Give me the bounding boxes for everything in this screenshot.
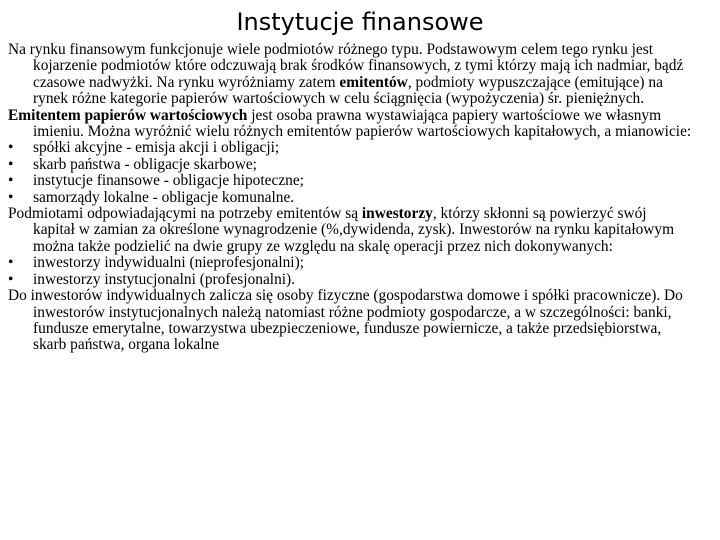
slide-content: [8, 42, 692, 354]
list-item-text: skarb państwa - obligacje skarbowe;: [33, 155, 257, 173]
text-segment: , którzy skłonni są powierzyć swój kapitał w zamian za określone wynagrodzenie (%,dywidenda, zysk). Inwestorów na rynku kapitałowym można także podzielić na dwie grupy ze względu na skalę operacji przez nich dokonywanych:: [33, 205, 675, 255]
text-segment: Do inwestorów indywidualnych zalicza się osoby fizyczne (gospodarstwa domowe i spółki pracownicze). Do inwestorów instytucjonalnych należą natomiast różne podmioty gospodarcze, a w szczególności: banki, fundusze emerytalne, towarzystwa ubezpieczeniowe, fundusze powiernicze, a także przedsiębiorstwa, skarb państwa, organa lokalne: [8, 287, 683, 354]
bold-term-emitenci: emitentów: [339, 73, 408, 91]
bullet-icon: •: [8, 254, 14, 272]
list-item: [8, 173, 692, 189]
list-item-text: inwestorzy instytucjonalni (profesjonalni).: [33, 270, 296, 288]
list-item: [8, 255, 692, 271]
bold-term-inwestorzy: inwestorzy: [361, 205, 433, 223]
bullet-icon: •: [8, 270, 14, 288]
list-item: [8, 157, 692, 173]
text-segment: , podmioty wypuszczające (emitujące) na rynek różne kategorie papierów wartościowych w celu ściągnięcia (wypożyczenia) śr. pieniężnych.: [33, 73, 663, 108]
list-item-text: spółki akcyjne - emisja akcji i obligacji;: [33, 139, 280, 157]
bullet-icon: •: [8, 188, 14, 206]
list-item-text: inwestorzy indywidualni (nieprofesjonalni);: [33, 254, 304, 272]
bullet-icon: •: [8, 155, 14, 173]
list-item: [8, 190, 692, 206]
paragraph-emitent-definition: [8, 108, 692, 141]
bold-term-emitent: Emitentem papierów wartościowych: [8, 106, 248, 124]
list-item-text: samorządy lokalne - obligacje komunalne.: [33, 188, 295, 206]
text-segment: Na rynku finansowym funkcjonuje wiele podmiotów różnego typu. Podstawowym celem tego rynku jest kojarzenie podmiotów które odczuwają brak środków finansowych, z tymi którzy mają ich nadmiar, bądź czasowe nadwyżki. Na rynku wyróżniamy zatem: [8, 41, 684, 91]
bullet-icon: •: [8, 139, 14, 157]
text-segment: jest osoba prawna wystawiająca papiery wartościowe we własnym imieniu. Można wyróżnić wielu różnych emitentów papierów wartościowych kapitałowych, a mianowicie:: [33, 106, 692, 141]
paragraph-investor-types: [8, 288, 692, 354]
list-item: [8, 272, 692, 288]
slide-title: Instytucje finansowe: [236, 8, 484, 36]
list-item-text: instytucje finansowe - obligacje hipoteczne;: [33, 172, 304, 190]
text-segment: Podmiotami odpowiadającymi na potrzeby emitentów są: [8, 205, 362, 223]
bullet-icon: •: [8, 172, 14, 190]
paragraph-market-intro: [8, 42, 692, 108]
paragraph-investors: [8, 206, 692, 255]
list-item: [8, 140, 692, 156]
